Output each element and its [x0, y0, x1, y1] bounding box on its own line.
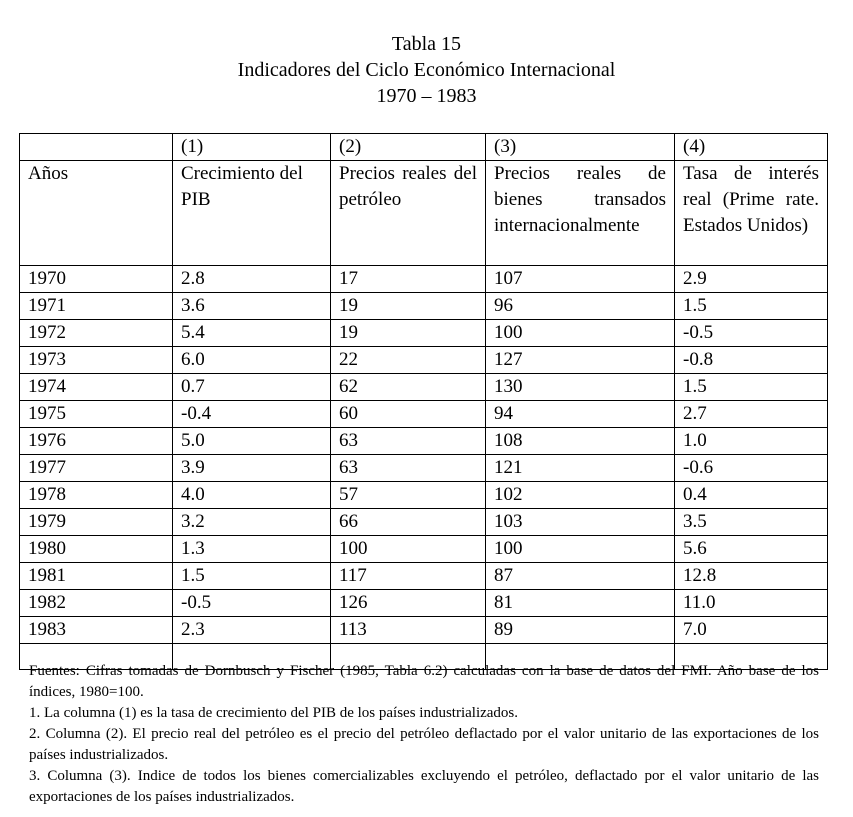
- table-cell: 103: [486, 509, 675, 536]
- table-row: [20, 509, 828, 536]
- table-row: [20, 428, 828, 455]
- table-cell: 17: [331, 266, 486, 293]
- table-title: Tabla 15: [391, 33, 462, 55]
- table-cell: 1975: [20, 401, 173, 428]
- table-row: [20, 347, 828, 374]
- table-cell: 127: [486, 347, 675, 374]
- table-row: [20, 401, 828, 428]
- table-cell: 100: [486, 536, 675, 563]
- table-row: [20, 536, 828, 563]
- table-row: [20, 455, 828, 482]
- table-row: [20, 320, 828, 347]
- table-row: [20, 590, 828, 617]
- table-cell: 102: [486, 482, 675, 509]
- table-cell: 100: [486, 320, 675, 347]
- table-cell: 1980: [20, 536, 173, 563]
- table-cell: 81: [486, 590, 675, 617]
- column-number-cell: (4): [675, 134, 828, 161]
- table-row: [20, 374, 828, 401]
- table-cell: 5.6: [675, 536, 828, 563]
- table-cell: 3.2: [173, 509, 331, 536]
- table-cell: 66: [331, 509, 486, 536]
- table-cell: -0.4: [173, 401, 331, 428]
- column-header-oil: Precios reales del petróleo: [331, 161, 486, 266]
- table-cell: 100: [331, 536, 486, 563]
- table-cell: 11.0: [675, 590, 828, 617]
- table-cell: 2.7: [675, 401, 828, 428]
- table-cell: 7.0: [675, 617, 828, 644]
- table-cell: 2.8: [173, 266, 331, 293]
- table-cell: 94: [486, 401, 675, 428]
- column-header-row: [20, 161, 828, 266]
- table-cell: 1982: [20, 590, 173, 617]
- table-cell: 0.7: [173, 374, 331, 401]
- table-cell: 1973: [20, 347, 173, 374]
- table-cell: 62: [331, 374, 486, 401]
- table-cell: 1.5: [173, 563, 331, 590]
- table-cell: 3.9: [173, 455, 331, 482]
- table-cell: 2.9: [675, 266, 828, 293]
- table-cell: 1978: [20, 482, 173, 509]
- note-source: Fuentes: Cifras tomadas de Dornbusch y Fischer (1985, Tabla 6.2) calculadas con la base de datos del FMI. Año base de los índices, 1980=100.: [29, 663, 819, 700]
- table-cell: 1.3: [173, 536, 331, 563]
- table-cell: -0.6: [675, 455, 828, 482]
- table-cell: 2.3: [173, 617, 331, 644]
- table-cell: 126: [331, 590, 486, 617]
- column-number-cell: (1): [173, 134, 331, 161]
- table-cell: 19: [331, 320, 486, 347]
- table-cell: 1972: [20, 320, 173, 347]
- table-cell: 108: [486, 428, 675, 455]
- table-cell: 22: [331, 347, 486, 374]
- table-cell: 1970: [20, 266, 173, 293]
- table-row: [20, 617, 828, 644]
- table-cell: 113: [331, 617, 486, 644]
- note-3: 3. Columna (3). Indice de todos los bienes comercializables excluyendo el petróleo, deflactado por el valor unitario de las exportaciones de los países industrializados.: [29, 768, 819, 805]
- table-cell: 1981: [20, 563, 173, 590]
- column-header-years: Años: [20, 161, 173, 266]
- table-cell: 4.0: [173, 482, 331, 509]
- table-cell: -0.5: [675, 320, 828, 347]
- table-cell: 87: [486, 563, 675, 590]
- table-row: [20, 482, 828, 509]
- column-number-row: [20, 134, 828, 161]
- note-2: 2. Columna (2). El precio real del petróleo es el precio del petróleo deflactado por el valor unitario de las exportaciones de los países industrializados.: [29, 726, 819, 763]
- table-cell: 1983: [20, 617, 173, 644]
- table-cell: 1.0: [675, 428, 828, 455]
- table-cell: 12.8: [675, 563, 828, 590]
- table-cell: 121: [486, 455, 675, 482]
- table-cell: 117: [331, 563, 486, 590]
- table-row: [20, 266, 828, 293]
- data-table: [19, 133, 828, 670]
- table-period: 1970 – 1983: [376, 85, 477, 107]
- column-number-cell: (3): [486, 134, 675, 161]
- table-cell: 63: [331, 455, 486, 482]
- notes: [29, 661, 819, 808]
- table-cell: 1.5: [675, 293, 828, 320]
- table-cell: 1977: [20, 455, 173, 482]
- table-cell: 1979: [20, 509, 173, 536]
- table-cell: 0.4: [675, 482, 828, 509]
- table-cell: 130: [486, 374, 675, 401]
- table-cell: 1976: [20, 428, 173, 455]
- table-cell: 1974: [20, 374, 173, 401]
- table-cell: -0.5: [173, 590, 331, 617]
- table-cell: 60: [331, 401, 486, 428]
- table-cell: 19: [331, 293, 486, 320]
- column-number-cell: (2): [331, 134, 486, 161]
- column-header-interest: Tasa de interés real (Prime rate. Estados Unidos): [675, 161, 828, 266]
- table-cell: 107: [486, 266, 675, 293]
- column-number-cell: [20, 134, 173, 161]
- table-cell: 6.0: [173, 347, 331, 374]
- table-cell: 1.5: [675, 374, 828, 401]
- table-subtitle: Indicadores del Ciclo Económico Internacional: [237, 59, 616, 81]
- note-1: 1. La columna (1) es la tasa de crecimiento del PIB de los países industrializados.: [29, 705, 519, 721]
- column-header-gdp: Crecimiento del PIB: [173, 161, 331, 266]
- table-cell: 63: [331, 428, 486, 455]
- table-row: [20, 563, 828, 590]
- table-cell: 3.5: [675, 509, 828, 536]
- column-header-goods: Precios reales de bienes transados internacionalmente: [486, 161, 675, 266]
- table-cell: 3.6: [173, 293, 331, 320]
- table-cell: 57: [331, 482, 486, 509]
- table-cell: -0.8: [675, 347, 828, 374]
- table-cell: 1971: [20, 293, 173, 320]
- table-cell: 5.0: [173, 428, 331, 455]
- table-cell: 96: [486, 293, 675, 320]
- table-cell: 89: [486, 617, 675, 644]
- table-row: [20, 293, 828, 320]
- table-cell: 5.4: [173, 320, 331, 347]
